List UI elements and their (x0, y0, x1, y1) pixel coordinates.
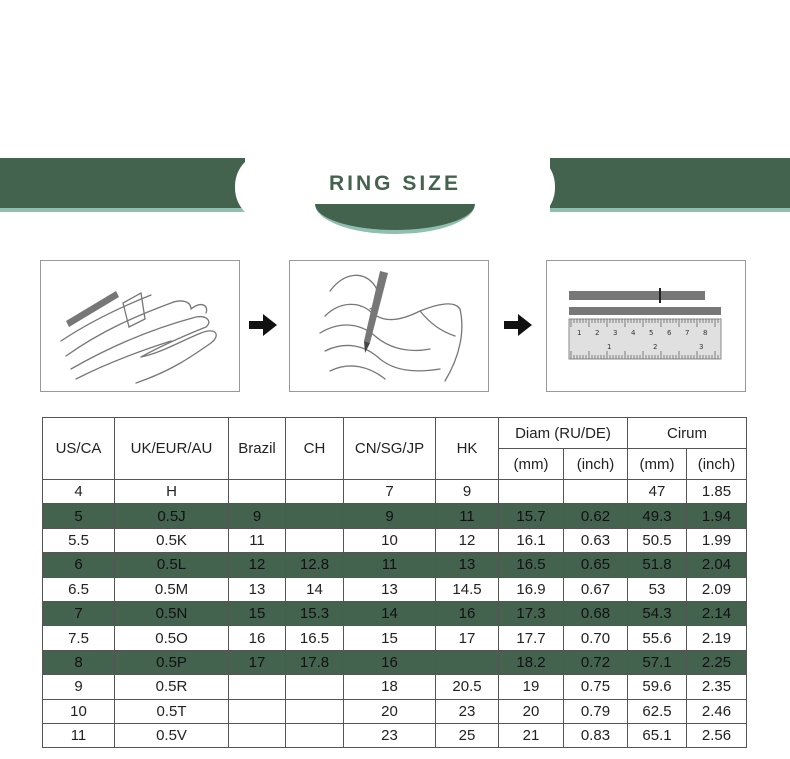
cell-cn-sg-jp: 16 (344, 650, 436, 674)
cell-uk-eur-au: 0.5O (115, 626, 229, 650)
cell-diam-inch: 0.63 (564, 528, 628, 552)
cell-diam-mm: 18.2 (499, 650, 564, 674)
cell-cn-sg-jp: 10 (344, 528, 436, 552)
ruler-label: 1 (577, 329, 582, 337)
cell-diam-inch: 0.70 (564, 626, 628, 650)
cell-ch: 15.3 (286, 601, 344, 625)
ruler-label: 3 (699, 343, 704, 351)
header-uk-eur-au: UK/EUR/AU (115, 418, 229, 480)
step-measure-ruler (546, 260, 746, 392)
header-diam-mm: (mm) (499, 449, 564, 480)
table-row (43, 699, 747, 723)
header-band-left-accent (0, 208, 245, 212)
cell-cn-sg-jp: 9 (344, 504, 436, 528)
table-row (43, 577, 747, 601)
ruler-label: 1 (607, 343, 612, 351)
ruler-measurement-icon (547, 261, 745, 391)
ruler-label: 2 (653, 343, 658, 351)
cell-cirum-inch: 2.46 (687, 699, 747, 723)
cell-hk: 16 (436, 601, 499, 625)
cell-cn-sg-jp: 13 (344, 577, 436, 601)
cell-cirum-mm: 47 (628, 480, 687, 504)
cell-hk (436, 650, 499, 674)
cell-cirum-mm: 53 (628, 577, 687, 601)
cell-cirum-mm: 57.1 (628, 650, 687, 674)
cell-diam-inch: 0.65 (564, 553, 628, 577)
cell-uk-eur-au: 0.5V (115, 723, 229, 747)
cell-cn-sg-jp: 11 (344, 553, 436, 577)
header-hk: HK (436, 418, 499, 480)
cell-brazil: 9 (229, 504, 286, 528)
cell-cirum-mm: 59.6 (628, 675, 687, 699)
cell-cirum-mm: 50.5 (628, 528, 687, 552)
header-ch: CH (286, 418, 344, 480)
cell-us-ca: 6.5 (43, 577, 115, 601)
cell-diam-inch: 0.79 (564, 699, 628, 723)
cell-hk: 11 (436, 504, 499, 528)
cell-cirum-inch: 2.14 (687, 601, 747, 625)
cell-us-ca: 5.5 (43, 528, 115, 552)
cell-diam-inch: 0.68 (564, 601, 628, 625)
cell-brazil: 17 (229, 650, 286, 674)
cell-diam-mm: 16.9 (499, 577, 564, 601)
ruler-label: 8 (703, 329, 708, 337)
cell-cirum-inch: 2.35 (687, 675, 747, 699)
cell-brazil (229, 480, 286, 504)
cell-uk-eur-au: 0.5T (115, 699, 229, 723)
cell-diam-inch: 0.72 (564, 650, 628, 674)
cell-cirum-mm: 65.1 (628, 723, 687, 747)
header-us-ca: US/CA (43, 418, 115, 480)
cell-cirum-inch: 1.85 (687, 480, 747, 504)
table-row (43, 601, 747, 625)
cell-hk: 9 (436, 480, 499, 504)
header-cirum: Cirum (628, 418, 747, 449)
cell-cn-sg-jp: 15 (344, 626, 436, 650)
cell-diam-mm (499, 480, 564, 504)
cell-cirum-inch: 1.94 (687, 504, 747, 528)
cell-cirum-mm: 54.3 (628, 601, 687, 625)
cell-uk-eur-au: 0.5L (115, 553, 229, 577)
cell-ch: 12.8 (286, 553, 344, 577)
cell-ch: 16.5 (286, 626, 344, 650)
cell-uk-eur-au: 0.5R (115, 675, 229, 699)
cell-diam-mm: 20 (499, 699, 564, 723)
ruler-label: 3 (613, 329, 618, 337)
cell-cirum-inch: 2.04 (687, 553, 747, 577)
header-band-left (0, 158, 245, 208)
hand-marking-with-pen-icon (290, 261, 488, 391)
ruler-label: 7 (685, 329, 690, 337)
cell-diam-inch (564, 480, 628, 504)
table-row (43, 504, 747, 528)
header-cirum-inch: (inch) (687, 449, 747, 480)
cell-us-ca: 8 (43, 650, 115, 674)
ruler-label: 5 (649, 329, 654, 337)
cell-diam-mm: 15.7 (499, 504, 564, 528)
cell-uk-eur-au: 0.5J (115, 504, 229, 528)
ruler-label: 6 (667, 329, 672, 337)
cell-hk: 17 (436, 626, 499, 650)
table-row (43, 626, 747, 650)
header-cirum-mm: (mm) (628, 449, 687, 480)
cell-diam-inch: 0.83 (564, 723, 628, 747)
cell-hk: 20.5 (436, 675, 499, 699)
title-ornament (315, 204, 475, 234)
cell-cirum-mm: 49.3 (628, 504, 687, 528)
cell-cn-sg-jp: 23 (344, 723, 436, 747)
cell-uk-eur-au: 0.5P (115, 650, 229, 674)
cell-ch (286, 675, 344, 699)
cell-diam-mm: 17.3 (499, 601, 564, 625)
cell-cirum-inch: 2.19 (687, 626, 747, 650)
arrow-right-icon (249, 314, 277, 341)
cell-hk: 13 (436, 553, 499, 577)
table-row (43, 650, 747, 674)
header-cn-sg-jp: CN/SG/JP (344, 418, 436, 480)
header-diam-inch: (inch) (564, 449, 628, 480)
cell-hk: 23 (436, 699, 499, 723)
cell-ch: 14 (286, 577, 344, 601)
cell-diam-mm: 16.5 (499, 553, 564, 577)
cell-uk-eur-au: 0.5K (115, 528, 229, 552)
ruler-label: 4 (631, 329, 636, 337)
table-row (43, 675, 747, 699)
cell-diam-inch: 0.67 (564, 577, 628, 601)
cell-hk: 12 (436, 528, 499, 552)
ring-size-table (42, 417, 747, 748)
header-band-right-accent (550, 208, 790, 212)
cell-cn-sg-jp: 7 (344, 480, 436, 504)
cell-cn-sg-jp: 14 (344, 601, 436, 625)
cell-ch (286, 699, 344, 723)
cell-cirum-inch: 2.09 (687, 577, 747, 601)
cell-uk-eur-au: 0.5N (115, 601, 229, 625)
cell-us-ca: 4 (43, 480, 115, 504)
cell-us-ca: 6 (43, 553, 115, 577)
ruler-label: 2 (595, 329, 600, 337)
cell-uk-eur-au: 0.5M (115, 577, 229, 601)
cell-cirum-inch: 2.25 (687, 650, 747, 674)
cell-ch (286, 723, 344, 747)
cell-brazil: 16 (229, 626, 286, 650)
table-row (43, 528, 747, 552)
table-row (43, 723, 747, 747)
cell-brazil: 11 (229, 528, 286, 552)
cell-diam-inch: 0.75 (564, 675, 628, 699)
cell-cirum-mm: 55.6 (628, 626, 687, 650)
cell-cn-sg-jp: 18 (344, 675, 436, 699)
cell-ch (286, 504, 344, 528)
cell-us-ca: 11 (43, 723, 115, 747)
header-brazil: Brazil (229, 418, 286, 480)
step-mark-paper (289, 260, 489, 392)
cell-cirum-inch: 1.99 (687, 528, 747, 552)
cell-diam-mm: 21 (499, 723, 564, 747)
cell-brazil: 15 (229, 601, 286, 625)
cell-us-ca: 9 (43, 675, 115, 699)
header-band-right (550, 158, 790, 208)
cell-ch (286, 528, 344, 552)
cell-us-ca: 7.5 (43, 626, 115, 650)
step-wrap-paper (40, 260, 240, 392)
cell-brazil (229, 699, 286, 723)
cell-us-ca: 5 (43, 504, 115, 528)
cell-brazil (229, 675, 286, 699)
cell-brazil: 12 (229, 553, 286, 577)
header-diam: Diam (RU/DE) (499, 418, 628, 449)
cell-uk-eur-au: H (115, 480, 229, 504)
cell-cirum-mm: 51.8 (628, 553, 687, 577)
cell-cirum-inch: 2.56 (687, 723, 747, 747)
cell-hk: 14.5 (436, 577, 499, 601)
cell-diam-mm: 17.7 (499, 626, 564, 650)
cell-ch: 17.8 (286, 650, 344, 674)
cell-diam-inch: 0.62 (564, 504, 628, 528)
cell-brazil (229, 723, 286, 747)
page-title: RING SIZE (328, 172, 461, 195)
cell-hk: 25 (436, 723, 499, 747)
hand-with-paper-strip-icon (41, 261, 239, 391)
cell-us-ca: 7 (43, 601, 115, 625)
cell-brazil: 13 (229, 577, 286, 601)
cell-diam-mm: 19 (499, 675, 564, 699)
table-row (43, 553, 747, 577)
cell-ch (286, 480, 344, 504)
cell-cn-sg-jp: 20 (344, 699, 436, 723)
cell-us-ca: 10 (43, 699, 115, 723)
arrow-right-icon (504, 314, 532, 341)
cell-cirum-mm: 62.5 (628, 699, 687, 723)
cell-diam-mm: 16.1 (499, 528, 564, 552)
table-row (43, 480, 747, 504)
